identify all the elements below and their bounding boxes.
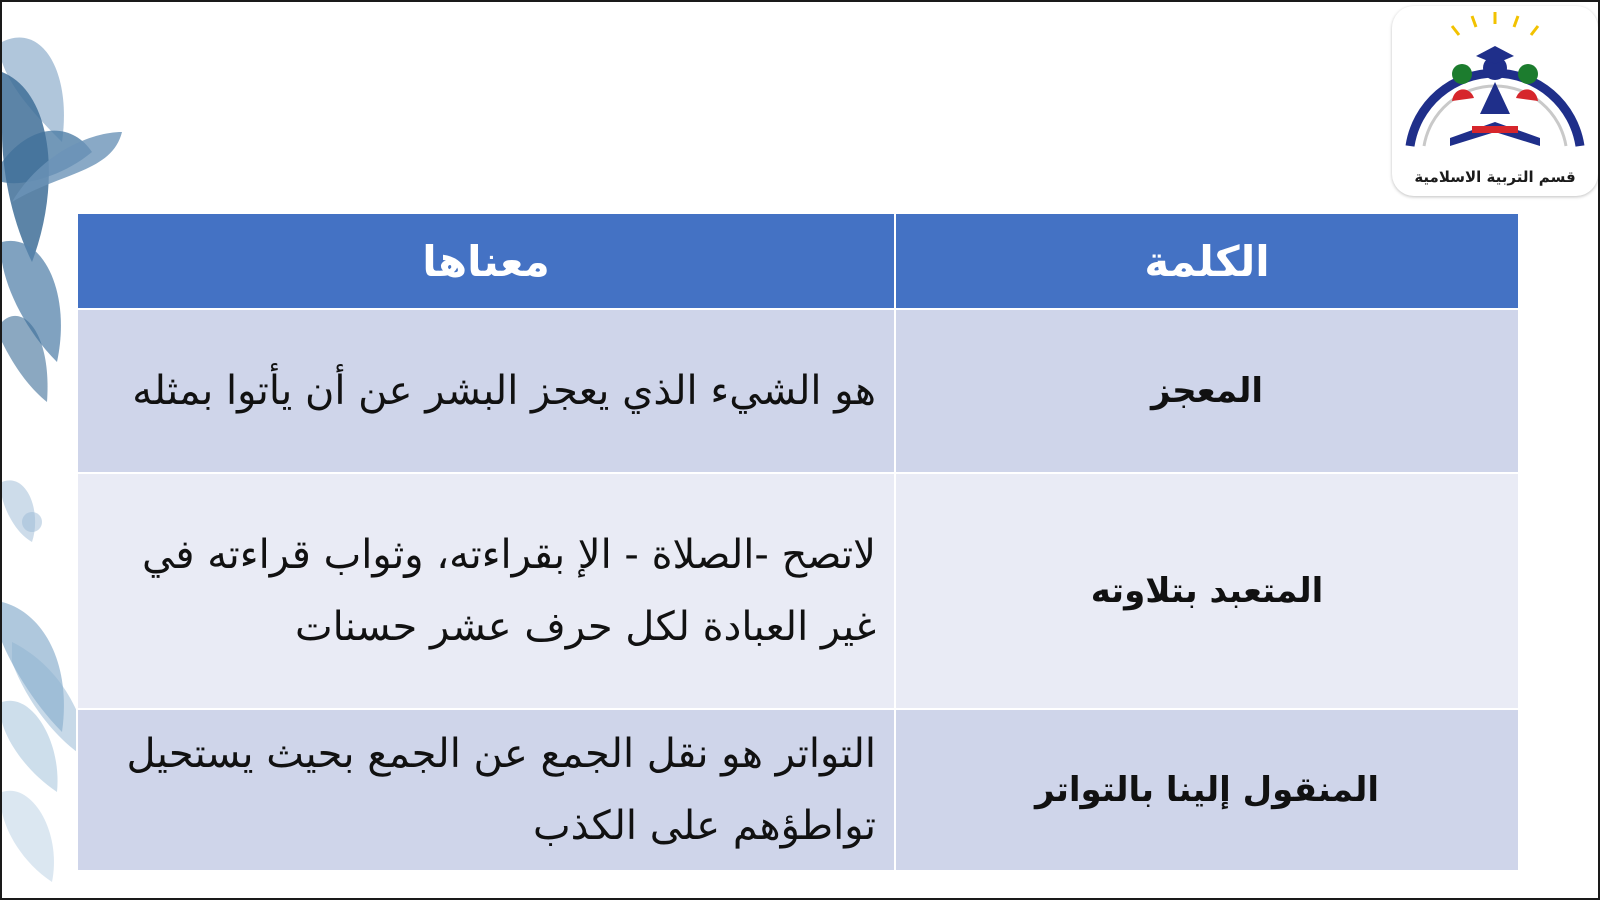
table-row <box>77 473 1519 709</box>
header-meaning: معناها <box>77 213 895 309</box>
meaning-cell: التواتر هو نقل الجمع عن الجمع بحيث يستحيل تواطؤهم على الكذب <box>77 709 895 871</box>
table-header-row <box>77 213 1519 309</box>
logo-emblem <box>1392 6 1598 166</box>
logo-caption: قسم التربية الاسلامية <box>1414 168 1576 186</box>
word-cell: المتعبد بتلاوته <box>895 473 1519 709</box>
vocabulary-table <box>76 212 1520 872</box>
word-cell: المعجز <box>895 309 1519 473</box>
school-logo <box>1392 6 1598 196</box>
table-row <box>77 709 1519 871</box>
meaning-cell: لاتصح -الصلاة - الإ بقراءته، وثواب قراءته في غير العبادة لكل حرف عشر حسنات <box>77 473 895 709</box>
header-word: الكلمة <box>895 213 1519 309</box>
word-cell: المنقول إلينا بالتواتر <box>895 709 1519 871</box>
table-row <box>77 309 1519 473</box>
meaning-cell: هو الشيء الذي يعجز البشر عن أن يأتوا بمثله <box>77 309 895 473</box>
